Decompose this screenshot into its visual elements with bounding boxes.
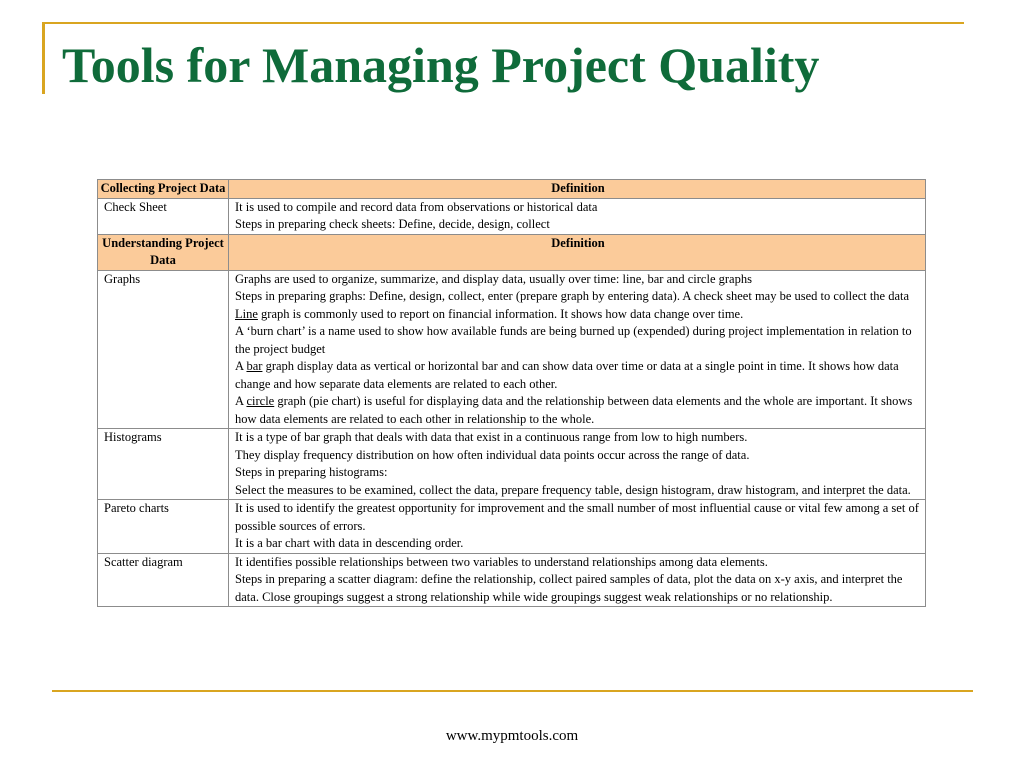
footer-website: www.mypmtools.com	[445, 728, 579, 744]
definition-line	[235, 358, 921, 393]
header-definition: Definition	[229, 234, 926, 270]
slide-title: Tools for Managing Project Quality	[62, 37, 820, 93]
definition-line-prefix: A	[235, 394, 247, 408]
table-header-row	[98, 234, 926, 270]
definition-line: A ‘burn chart’ is a name used to show how available funds are being burned up (expended) during project implementation in relation to the project budget	[235, 324, 912, 356]
table-row	[98, 500, 926, 554]
title-accent-vertical-rule	[42, 22, 45, 94]
row-definition-pareto-charts	[229, 500, 926, 554]
header-collecting-project-data: Collecting Project Data	[98, 180, 229, 199]
table-row	[98, 270, 926, 429]
row-definition-scatter-diagram	[229, 553, 926, 607]
definition-line: Steps in preparing a scatter diagram: define the relationship, collect paired samples of data, plot the data on x-y axis, and interpret the data. Close groupings suggest a strong relationship while wide groupings suggest weak relationships or no relationship.	[235, 572, 903, 604]
definition-line-text: graph (pie chart) is useful for displaying data and the relationship between data elements and the whole are important. It shows how data elements are related to each other in relationship to the whole.	[235, 394, 913, 426]
underlined-term-circle: circle	[246, 394, 275, 408]
definition-line-prefix: A	[235, 359, 247, 373]
definition-line	[235, 306, 921, 324]
definition-line: It is used to identify the greatest opportunity for improvement and the small number of most influential cause or vital few among a set of possible sources of errors.	[235, 501, 919, 533]
row-name-graphs: Graphs	[98, 270, 229, 429]
row-name-check-sheet: Check Sheet	[98, 198, 229, 234]
definition-line: It is used to compile and record data from observations or historical data	[235, 199, 598, 214]
header-understanding-project-data: Understanding Project Data	[98, 234, 229, 270]
row-definition-graphs	[229, 270, 926, 429]
underlined-term-bar: bar	[246, 359, 263, 373]
definition-line: Select the measures to be examined, collect the data, prepare frequency table, design histogram, draw histogram, and interpret the data.	[235, 482, 911, 497]
definition-line: It is a type of bar graph that deals with data that exist in a continuous range from low to high numbers.	[235, 430, 748, 444]
quality-tools-table-container	[97, 179, 925, 607]
definition-line: It identifies possible relationships between two variables to understand relationships among data elements.	[235, 554, 768, 569]
definition-line: It is a bar chart with data in descending order.	[235, 536, 464, 550]
row-definition-check-sheet	[229, 198, 926, 234]
definition-line: They display frequency distribution on how often individual data points occur across the range of data.	[235, 447, 750, 462]
table-row	[98, 198, 926, 234]
table-header-row	[98, 180, 926, 199]
definition-line: Steps in preparing histograms:	[235, 465, 388, 479]
definition-line-text: graph is commonly used to report on financial information. It shows how data change over time.	[257, 306, 744, 321]
quality-tools-table	[97, 179, 926, 607]
definition-line	[235, 393, 921, 428]
row-name-histograms: Histograms	[98, 429, 229, 500]
table-row	[98, 553, 926, 607]
title-accent-horizontal-rule	[42, 22, 964, 24]
underlined-term-line: Line	[235, 306, 258, 321]
row-name-scatter-diagram: Scatter diagram	[98, 553, 229, 607]
definition-line: Steps in preparing check sheets: Define, decide, design, collect	[235, 217, 550, 231]
definition-line: Graphs are used to organize, summarize, and display data, usually over time: line, bar and circle graphs	[235, 271, 752, 286]
definition-line: Steps in preparing graphs: Define, design, collect, enter (prepare graph by entering data). A check sheet may be used to collect the data	[235, 289, 910, 303]
row-definition-histograms	[229, 429, 926, 500]
footer-accent-rule	[52, 690, 973, 692]
row-name-pareto-charts: Pareto charts	[98, 500, 229, 554]
header-definition: Definition	[229, 180, 926, 199]
definition-line-text: graph display data as vertical or horizontal bar and can show data over time or data at a single point in time. It shows how data change and how separate data elements are related to each other.	[235, 359, 899, 391]
table-row	[98, 429, 926, 500]
